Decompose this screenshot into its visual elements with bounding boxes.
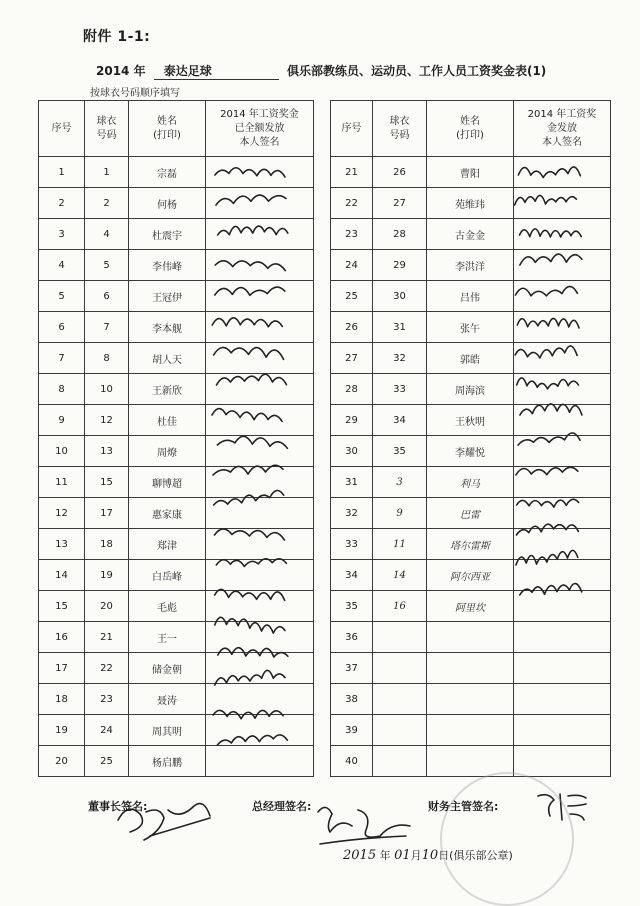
table-row bbox=[331, 374, 611, 405]
row-jersey-number: 18 bbox=[85, 529, 129, 560]
header-jersey-line1: 球衣 bbox=[96, 115, 117, 127]
row-signature-cell bbox=[514, 157, 611, 188]
table-row bbox=[331, 219, 611, 250]
date-month-suffix: 月 bbox=[410, 849, 422, 862]
row-jersey-number: 19 bbox=[85, 560, 129, 591]
table-row bbox=[331, 498, 611, 529]
table-row bbox=[331, 622, 611, 653]
row-name: 李耀悦 bbox=[427, 436, 514, 467]
row-jersey-number: 4 bbox=[85, 219, 129, 250]
row-name bbox=[427, 653, 514, 684]
table-row bbox=[39, 436, 314, 467]
date-year-suffix: 年 bbox=[379, 849, 391, 862]
row-name: 王秋明 bbox=[427, 405, 514, 436]
row-name: 李本舰 bbox=[129, 312, 206, 343]
header-signature-line3: 本人签名 bbox=[542, 136, 582, 148]
table-row bbox=[39, 343, 314, 374]
row-signature-cell bbox=[514, 188, 611, 219]
row-signature-cell bbox=[514, 746, 611, 777]
table-row bbox=[331, 591, 611, 622]
date-line bbox=[343, 847, 513, 863]
club-seal bbox=[440, 772, 574, 906]
row-seq: 6 bbox=[39, 312, 85, 343]
row-signature-cell bbox=[206, 560, 314, 591]
row-signature-cell bbox=[206, 188, 314, 219]
header-signature bbox=[514, 101, 611, 157]
header-seq: 序号 bbox=[39, 101, 85, 157]
row-jersey-number: 33 bbox=[373, 374, 427, 405]
row-signature-cell bbox=[514, 498, 611, 529]
row-seq: 13 bbox=[39, 529, 85, 560]
row-name: 聊博超 bbox=[129, 467, 206, 498]
header-jersey bbox=[85, 101, 129, 157]
row-signature-cell bbox=[206, 715, 314, 746]
header-jersey-line2: 号码 bbox=[96, 129, 117, 141]
row-name: 王一 bbox=[129, 622, 206, 653]
header-signature-line3: 本人签名 bbox=[239, 136, 280, 148]
row-name: 周其明 bbox=[129, 715, 206, 746]
row-jersey-number: 35 bbox=[373, 436, 427, 467]
row-seq: 40 bbox=[331, 746, 373, 777]
row-signature-cell bbox=[514, 560, 611, 591]
table-row bbox=[39, 529, 314, 560]
table-row bbox=[39, 746, 314, 777]
row-jersey-number: 13 bbox=[85, 436, 129, 467]
header-name-line1: 姓名 bbox=[460, 115, 480, 127]
table-row bbox=[39, 250, 314, 281]
row-jersey-number: 7 bbox=[85, 312, 129, 343]
row-signature-cell bbox=[514, 312, 611, 343]
row-seq: 17 bbox=[39, 653, 85, 684]
finance-signature-label: 财务主管签名: bbox=[428, 800, 499, 813]
header-name bbox=[427, 101, 514, 157]
row-seq: 33 bbox=[331, 529, 373, 560]
header-seq: 序号 bbox=[331, 101, 373, 157]
row-seq: 18 bbox=[39, 684, 85, 715]
row-jersey-number: 1 bbox=[85, 157, 129, 188]
row-signature-cell bbox=[514, 436, 611, 467]
row-signature-cell bbox=[514, 343, 611, 374]
row-jersey-number: 22 bbox=[85, 653, 129, 684]
row-jersey-number: 30 bbox=[373, 281, 427, 312]
table-row bbox=[39, 219, 314, 250]
row-seq: 34 bbox=[331, 560, 373, 591]
table-row bbox=[331, 529, 611, 560]
table-row bbox=[331, 250, 611, 281]
row-name: 何杨 bbox=[129, 188, 206, 219]
date-month: 01 bbox=[394, 848, 411, 863]
row-seq: 35 bbox=[331, 591, 373, 622]
row-jersey-number: 15 bbox=[85, 467, 129, 498]
row-signature-cell bbox=[514, 374, 611, 405]
row-signature-cell bbox=[514, 622, 611, 653]
row-name: 古金金 bbox=[427, 219, 514, 250]
table-row bbox=[39, 498, 314, 529]
fill-instruction: 按球衣号码顺序填写 bbox=[90, 88, 180, 99]
row-signature-cell bbox=[514, 281, 611, 312]
row-name: 阿尔西亚 bbox=[427, 560, 514, 591]
table-row bbox=[39, 405, 314, 436]
table-row bbox=[331, 684, 611, 715]
table-row bbox=[331, 746, 611, 777]
header-signature bbox=[206, 101, 314, 157]
row-signature-cell bbox=[206, 312, 314, 343]
row-name: 周燎 bbox=[129, 436, 206, 467]
row-jersey-number bbox=[373, 653, 427, 684]
header-jersey-line1: 球衣 bbox=[389, 115, 410, 127]
row-name: 宗磊 bbox=[129, 157, 206, 188]
row-seq: 3 bbox=[39, 219, 85, 250]
header-signature-line2: 已全额发放 bbox=[234, 122, 285, 134]
row-seq: 29 bbox=[331, 405, 373, 436]
header-signature-line1: 2014 年工资奖金 bbox=[220, 108, 299, 120]
row-name: 胡人天 bbox=[129, 343, 206, 374]
header-jersey bbox=[373, 101, 427, 157]
table-row bbox=[331, 653, 611, 684]
row-seq: 31 bbox=[331, 467, 373, 498]
row-jersey-number: 3 bbox=[373, 467, 427, 498]
table-row bbox=[39, 374, 314, 405]
row-signature-cell bbox=[206, 622, 314, 653]
row-name: 王新欣 bbox=[129, 374, 206, 405]
roster-table-right bbox=[330, 100, 611, 777]
row-jersey-number: 16 bbox=[373, 591, 427, 622]
row-signature-cell bbox=[206, 374, 314, 405]
row-seq: 10 bbox=[39, 436, 85, 467]
title-club: 泰达足球 bbox=[154, 64, 279, 80]
row-seq: 12 bbox=[39, 498, 85, 529]
row-signature-cell bbox=[514, 250, 611, 281]
row-signature-cell bbox=[514, 715, 611, 746]
row-signature-cell bbox=[514, 467, 611, 498]
table-row bbox=[331, 715, 611, 746]
row-name: 王冠伊 bbox=[129, 281, 206, 312]
row-seq: 8 bbox=[39, 374, 85, 405]
row-jersey-number: 21 bbox=[85, 622, 129, 653]
table-row bbox=[39, 653, 314, 684]
attachment-label: 附件 1-1: bbox=[83, 29, 151, 45]
row-name: 白岳峰 bbox=[129, 560, 206, 591]
row-signature-cell bbox=[206, 219, 314, 250]
row-jersey-number: 12 bbox=[85, 405, 129, 436]
row-name: 李伟峰 bbox=[129, 250, 206, 281]
date-year: 2015 bbox=[343, 848, 377, 863]
table-row bbox=[331, 560, 611, 591]
row-jersey-number: 34 bbox=[373, 405, 427, 436]
row-jersey-number bbox=[373, 746, 427, 777]
table-row bbox=[39, 622, 314, 653]
table-row bbox=[39, 467, 314, 498]
row-jersey-number: 26 bbox=[373, 157, 427, 188]
row-jersey-number: 23 bbox=[85, 684, 129, 715]
table-row bbox=[331, 343, 611, 374]
table-row bbox=[39, 188, 314, 219]
row-name: 储金朝 bbox=[129, 653, 206, 684]
header-row bbox=[331, 101, 611, 157]
row-signature-cell bbox=[206, 467, 314, 498]
header-name-line2: (打印) bbox=[153, 129, 181, 141]
row-signature-cell bbox=[206, 436, 314, 467]
row-signature-cell bbox=[206, 157, 314, 188]
date-day: 10 bbox=[421, 848, 439, 863]
row-jersey-number: 14 bbox=[373, 560, 427, 591]
row-seq: 19 bbox=[39, 715, 85, 746]
gm-signature bbox=[318, 807, 410, 844]
row-seq: 25 bbox=[331, 281, 373, 312]
row-name: 聂涛 bbox=[129, 684, 206, 715]
row-seq: 11 bbox=[39, 467, 85, 498]
row-seq: 9 bbox=[39, 405, 85, 436]
row-seq: 39 bbox=[331, 715, 373, 746]
table-row bbox=[39, 157, 314, 188]
row-name: 苑维玮 bbox=[427, 188, 514, 219]
row-signature-cell bbox=[514, 591, 611, 622]
row-signature-cell bbox=[514, 219, 611, 250]
row-seq: 27 bbox=[331, 343, 373, 374]
row-signature-cell bbox=[206, 653, 314, 684]
row-name: 郑津 bbox=[129, 529, 206, 560]
table-row bbox=[331, 436, 611, 467]
table-row bbox=[331, 467, 611, 498]
document-title bbox=[96, 62, 546, 80]
table-row bbox=[39, 281, 314, 312]
row-jersey-number: 20 bbox=[85, 591, 129, 622]
row-signature-cell bbox=[514, 653, 611, 684]
row-name bbox=[427, 684, 514, 715]
row-seq: 1 bbox=[39, 157, 85, 188]
row-jersey-number: 5 bbox=[85, 250, 129, 281]
header-jersey-line2: 号码 bbox=[389, 129, 410, 141]
row-name bbox=[427, 622, 514, 653]
row-signature-cell bbox=[206, 250, 314, 281]
header-row bbox=[39, 101, 314, 157]
gm-signature-label: 总经理签名: bbox=[252, 800, 312, 813]
table-row bbox=[331, 157, 611, 188]
row-jersey-number: 6 bbox=[85, 281, 129, 312]
row-name: 巴雷 bbox=[427, 498, 514, 529]
row-seq: 28 bbox=[331, 374, 373, 405]
row-signature-cell bbox=[514, 684, 611, 715]
row-seq: 2 bbox=[39, 188, 85, 219]
row-signature-cell bbox=[514, 405, 611, 436]
row-name: 塔尔雷斯 bbox=[427, 529, 514, 560]
table-row bbox=[331, 405, 611, 436]
row-jersey-number: 17 bbox=[85, 498, 129, 529]
row-name: 杜佳 bbox=[129, 405, 206, 436]
row-seq: 23 bbox=[331, 219, 373, 250]
row-signature-cell bbox=[206, 343, 314, 374]
row-jersey-number: 8 bbox=[85, 343, 129, 374]
header-signature-line1: 2014 年工资奖 bbox=[527, 108, 597, 120]
row-seq: 14 bbox=[39, 560, 85, 591]
row-jersey-number: 2 bbox=[85, 188, 129, 219]
title-year: 2014 年 bbox=[96, 64, 146, 78]
row-seq: 16 bbox=[39, 622, 85, 653]
table-row bbox=[331, 188, 611, 219]
row-jersey-number: 9 bbox=[373, 498, 427, 529]
row-name: 毛彪 bbox=[129, 591, 206, 622]
row-name: 周海滨 bbox=[427, 374, 514, 405]
row-signature-cell bbox=[514, 529, 611, 560]
row-name: 张午 bbox=[427, 312, 514, 343]
row-jersey-number: 24 bbox=[85, 715, 129, 746]
header-signature-line2: 金发放 bbox=[547, 122, 577, 134]
table-row bbox=[331, 281, 611, 312]
row-jersey-number: 25 bbox=[85, 746, 129, 777]
row-name: 郭皓 bbox=[427, 343, 514, 374]
chairman-signature-label: 董事长签名: bbox=[88, 800, 148, 813]
row-jersey-number: 10 bbox=[85, 374, 129, 405]
row-seq: 7 bbox=[39, 343, 85, 374]
row-jersey-number: 28 bbox=[373, 219, 427, 250]
row-jersey-number: 31 bbox=[373, 312, 427, 343]
row-jersey-number bbox=[373, 622, 427, 653]
row-jersey-number: 29 bbox=[373, 250, 427, 281]
date-tail: 日(俱乐部公章) bbox=[438, 849, 513, 862]
header-name bbox=[129, 101, 206, 157]
row-seq: 4 bbox=[39, 250, 85, 281]
row-seq: 21 bbox=[331, 157, 373, 188]
row-signature-cell bbox=[206, 591, 314, 622]
row-seq: 15 bbox=[39, 591, 85, 622]
header-name-line2: (打印) bbox=[456, 129, 484, 141]
row-seq: 38 bbox=[331, 684, 373, 715]
header-name-line1: 姓名 bbox=[157, 115, 177, 127]
row-seq: 36 bbox=[331, 622, 373, 653]
row-seq: 30 bbox=[331, 436, 373, 467]
row-jersey-number: 11 bbox=[373, 529, 427, 560]
row-seq: 20 bbox=[39, 746, 85, 777]
table-row bbox=[39, 715, 314, 746]
row-signature-cell bbox=[206, 746, 314, 777]
row-seq: 24 bbox=[331, 250, 373, 281]
title-rest: 俱乐部教练员、运动员、工作人员工资奖金表(1) bbox=[286, 64, 547, 78]
row-signature-cell bbox=[206, 281, 314, 312]
row-jersey-number bbox=[373, 715, 427, 746]
row-name: 杨启鹏 bbox=[129, 746, 206, 777]
row-signature-cell bbox=[206, 498, 314, 529]
row-seq: 37 bbox=[331, 653, 373, 684]
row-seq: 22 bbox=[331, 188, 373, 219]
row-jersey-number: 27 bbox=[373, 188, 427, 219]
table-row bbox=[39, 560, 314, 591]
table-row bbox=[39, 312, 314, 343]
table-row bbox=[331, 312, 611, 343]
row-name: 阿里坎 bbox=[427, 591, 514, 622]
row-signature-cell bbox=[206, 405, 314, 436]
row-name: 曹阳 bbox=[427, 157, 514, 188]
row-name: 李洪洋 bbox=[427, 250, 514, 281]
row-signature-cell bbox=[206, 684, 314, 715]
table-row bbox=[39, 591, 314, 622]
row-seq: 32 bbox=[331, 498, 373, 529]
row-name bbox=[427, 715, 514, 746]
row-name: 惠家康 bbox=[129, 498, 206, 529]
row-seq: 26 bbox=[331, 312, 373, 343]
row-jersey-number bbox=[373, 684, 427, 715]
row-jersey-number: 32 bbox=[373, 343, 427, 374]
table-row bbox=[39, 684, 314, 715]
row-name: 利马 bbox=[427, 467, 514, 498]
row-name: 杜震宇 bbox=[129, 219, 206, 250]
row-name: 吕伟 bbox=[427, 281, 514, 312]
row-seq: 5 bbox=[39, 281, 85, 312]
row-signature-cell bbox=[206, 529, 314, 560]
roster-table-left bbox=[38, 100, 314, 777]
